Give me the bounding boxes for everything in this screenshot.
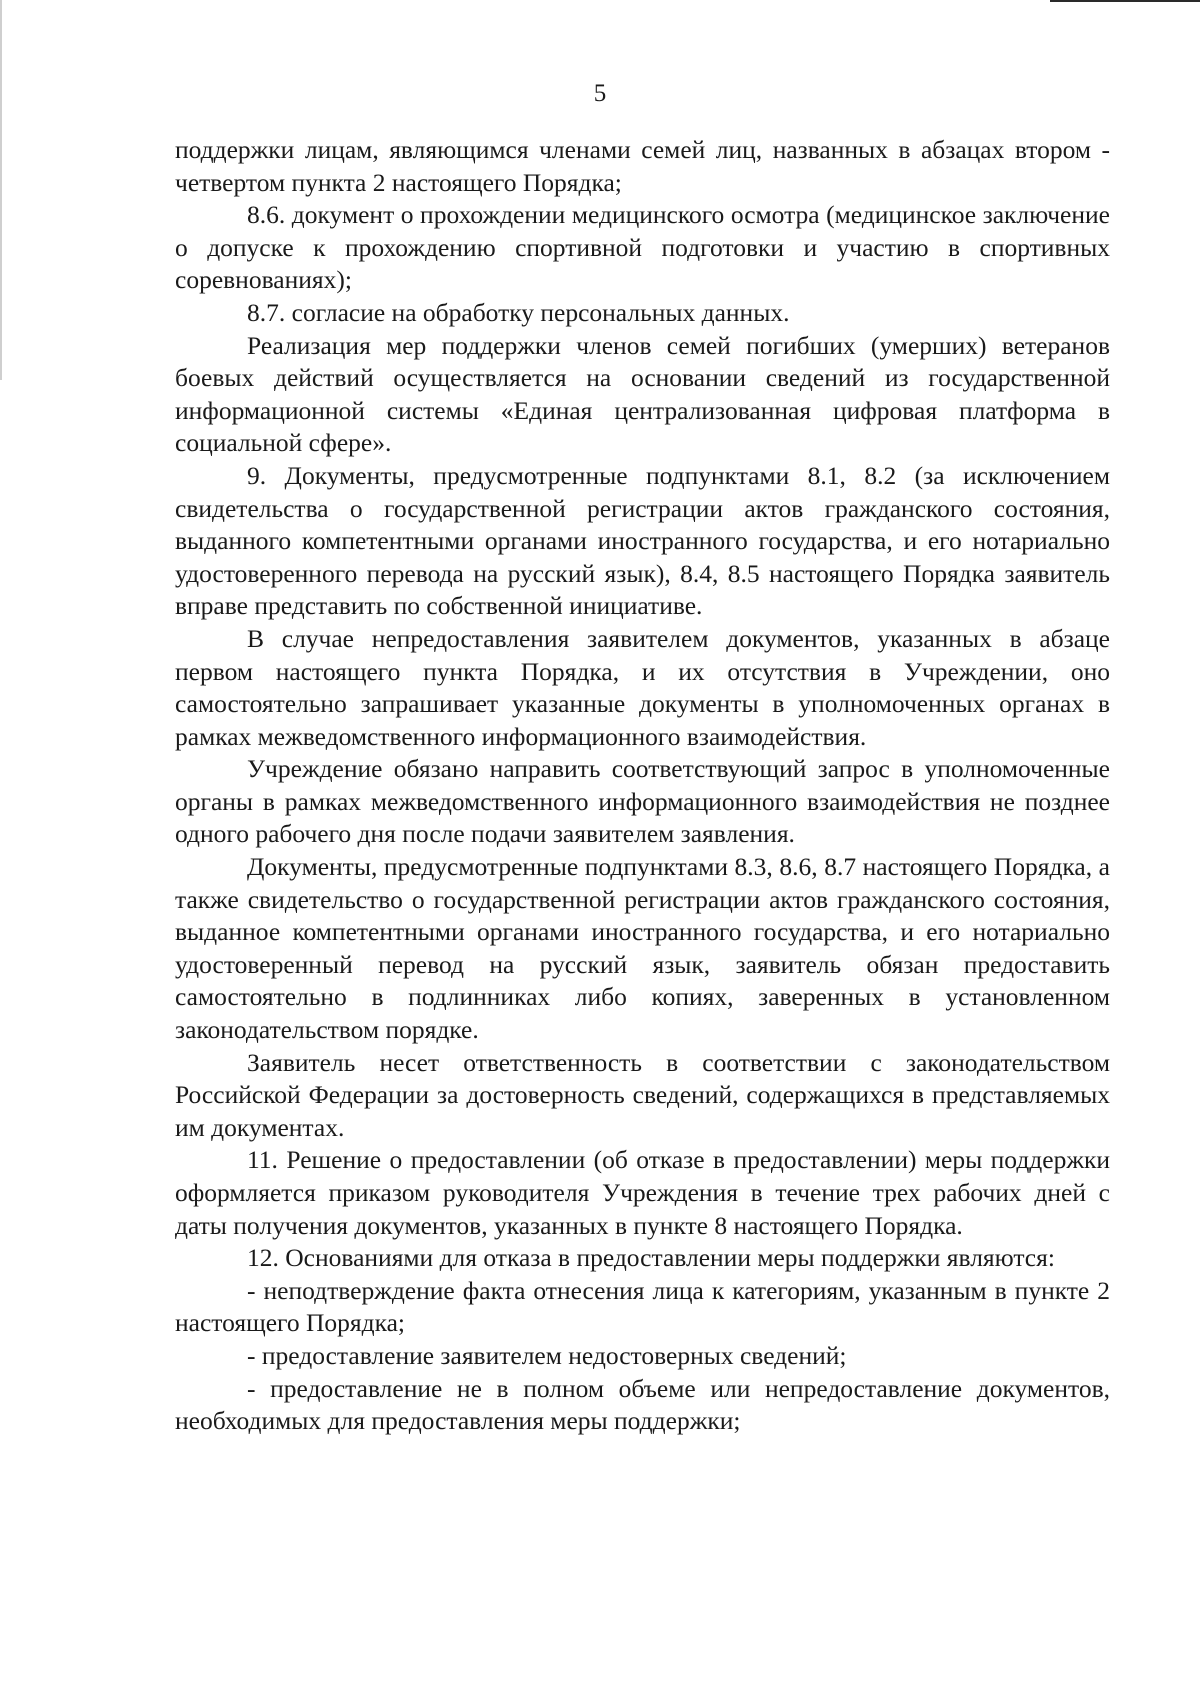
paragraph-responsibility: Заявитель несет ответственность в соответствии с законодательством Российской Федерации за достоверность сведений, содержащихся в представляемых им документах. (175, 1047, 1110, 1142)
paragraph-8-7: 8.7. согласие на обработку персональных данных. (247, 297, 790, 327)
list-item-refusal-2: - предоставление заявителем недостоверных сведений; (247, 1340, 847, 1370)
paragraph-non-submission: В случае непредоставления заявителем документов, указанных в абзаце первом настоящего пункта Порядка, и их отсутствия в Учреждении, оно самостоятельно запрашивает указанные документы в уполномоченных органах в рамках межведомственного информационного взаимодействия. (175, 623, 1110, 751)
list-item-refusal-1: - неподтверждение факта отнесения лица к категориям, указанным в пункте 2 настоящего Порядка; (175, 1275, 1110, 1338)
paragraph-required-documents: Документы, предусмотренные подпунктами 8.3, 8.6, 8.7 настоящего Порядка, а также свидетельство о государственной регистрации актов гражданского состояния, выданное компетентными органами иностранного государства, и его нотариально удостоверенный перевод на русский язык, заявитель обязан предоставить самостоятельно в подлинниках либо копиях, заверенных в установленном законодательством порядке. (175, 852, 1110, 1045)
page-number: 5 (593, 80, 607, 107)
scan-edge-mark (1050, 0, 1200, 2)
paragraph-implementation: Реализация мер поддержки членов семей погибших (умерших) ветеранов боевых действий осуществляется на основании сведений из государственной информационной системы «Единая централизованная цифровая платформа в социальной сфере». (175, 330, 1110, 458)
paragraph-12: 12. Основаниями для отказа в предоставлении меры поддержки являются: (247, 1243, 1055, 1273)
document-body (175, 134, 1110, 1438)
paragraph-9: 9. Документы, предусмотренные подпунктами 8.1, 8.2 (за исключением свидетельства о государственной регистрации актов гражданского состояния, выданного компетентными органами иностранного государства, и его нотариально удостоверенного перевода на русский язык), 8.4, 8.5 настоящего Порядка заявитель вправе представить по собственной инициативе. (175, 460, 1110, 621)
list-item-refusal-3: - предоставление не в полном объеме или непредоставление документов, необходимых для предоставления меры поддержки; (175, 1373, 1110, 1436)
scan-edge-shadow (0, 0, 2, 380)
paragraph-8-6: 8.6. документ о прохождении медицинского осмотра (медицинское заключение о допуске к прохождению спортивной подготовки и участию в спортивных соревнованиях); (175, 200, 1110, 295)
paragraph-11: 11. Решение о предоставлении (об отказе в предоставлении) меры поддержки оформляется приказом руководителя Учреждения в течение трех рабочих дней с даты получения документов, указанных в пункте 8 настоящего Порядка. (175, 1145, 1110, 1240)
paragraph-institution-request: Учреждение обязано направить соответствующий запрос в уполномоченные органы в рамках межведомственного информационного взаимодействия не позднее одного рабочего дня после подачи заявителем заявления. (175, 754, 1110, 849)
paragraph-continuation: поддержки лицам, являющимся членами семей лиц, названных в абзацах втором - четвертом пункта 2 настоящего Порядка; (175, 135, 1110, 197)
